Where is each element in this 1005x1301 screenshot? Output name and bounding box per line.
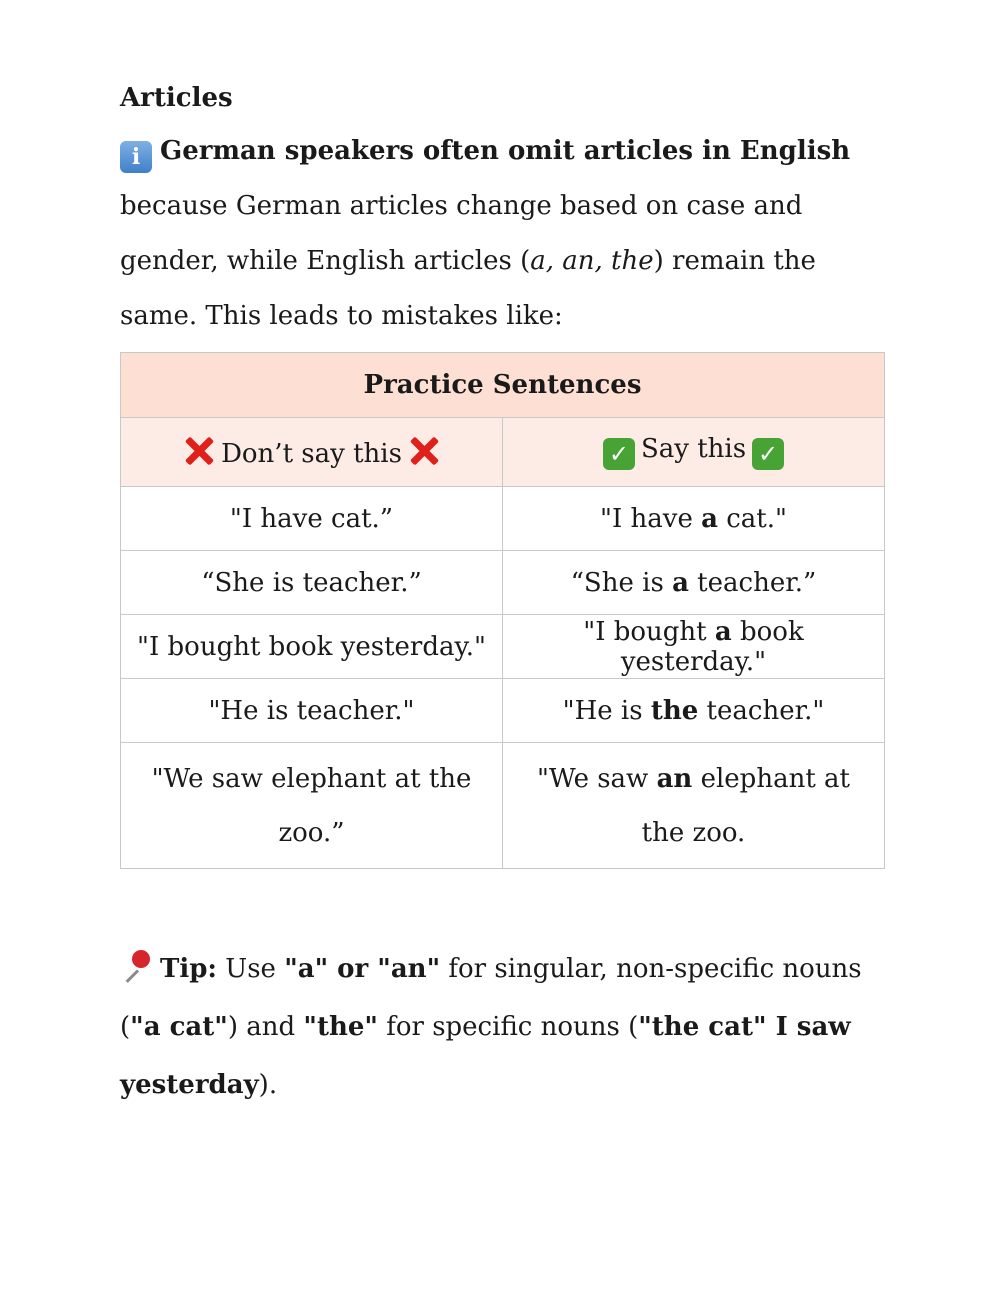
- right-cell: [503, 487, 885, 551]
- right-text: "I have: [600, 503, 702, 534]
- tip-bold: "the": [303, 1012, 378, 1042]
- pushpin-icon: [120, 949, 152, 981]
- tip-bold: "the cat" I saw yesterday: [120, 1012, 851, 1100]
- right-cell: [503, 551, 885, 615]
- table-caption-row: [121, 353, 885, 418]
- info-icon: i: [120, 141, 152, 173]
- article-bold: the: [650, 695, 699, 726]
- right-cell: [503, 679, 885, 743]
- right-text: teacher.”: [688, 567, 817, 598]
- right-cell: [503, 743, 885, 869]
- tip-paragraph: [120, 940, 885, 1114]
- check-mark-icon: ✓: [603, 438, 635, 470]
- intro-italic: a, an, the: [530, 246, 654, 276]
- tip-text: for singular, non-specific nouns (: [120, 954, 862, 1042]
- right-text: book yesterday.": [620, 616, 804, 677]
- section-heading: Articles: [120, 83, 233, 113]
- tip-label: Tip:: [160, 954, 218, 984]
- intro-text-2: ) remain the same. This leads to mistakes like:: [120, 246, 816, 331]
- article-bold: a: [714, 616, 732, 647]
- practice-table: [120, 352, 885, 869]
- tip-text: for specific nouns (: [377, 1012, 639, 1042]
- tip-text: Use: [217, 954, 285, 984]
- cross-mark-icon: [183, 435, 215, 467]
- right-text: "I bought: [583, 616, 715, 647]
- table-header-row: [121, 418, 885, 487]
- article-bold: an: [656, 763, 693, 794]
- table-row: [121, 487, 885, 551]
- table-row: [121, 679, 885, 743]
- header-say-label: Say this: [640, 434, 747, 464]
- content: [120, 78, 885, 344]
- table-row: [121, 743, 885, 869]
- right-cell: [503, 615, 885, 679]
- header-dont-say-label: Don’t say this: [221, 439, 402, 469]
- intro-paragraph: [120, 124, 885, 344]
- intro-bold: German speakers often omit articles in English: [160, 136, 851, 166]
- right-text: cat.": [717, 503, 787, 534]
- right-text: elephant at the zoo.: [641, 763, 850, 848]
- cross-mark-icon: [408, 435, 440, 467]
- tip-text: ).: [258, 1070, 278, 1100]
- intro-text-1: because German articles change based on case and gender, while English articles (: [120, 191, 803, 276]
- article-bold: a: [672, 567, 689, 598]
- header-say: [503, 418, 885, 487]
- wrong-cell: "We saw elephant at the zoo.”: [121, 743, 503, 869]
- table-row: [121, 551, 885, 615]
- article-bold: a: [701, 503, 718, 534]
- header-dont-say: [121, 418, 503, 487]
- wrong-cell: "He is teacher.": [121, 679, 503, 743]
- tip-bold: "a cat": [130, 1012, 228, 1042]
- wrong-cell: “She is teacher.”: [121, 551, 503, 615]
- check-mark-icon: ✓: [752, 438, 784, 470]
- table-row: [121, 615, 885, 679]
- right-text: "He is: [562, 695, 651, 726]
- right-text: "We saw: [537, 763, 657, 794]
- tip-bold: "a" or "an": [284, 954, 441, 984]
- tip-text: ) and: [227, 1012, 304, 1042]
- right-text: “She is: [570, 567, 673, 598]
- wrong-cell: "I bought book yesterday.": [121, 615, 503, 679]
- table-caption: Practice Sentences: [121, 353, 885, 418]
- wrong-cell: "I have cat.”: [121, 487, 503, 551]
- right-text: teacher.": [698, 695, 825, 726]
